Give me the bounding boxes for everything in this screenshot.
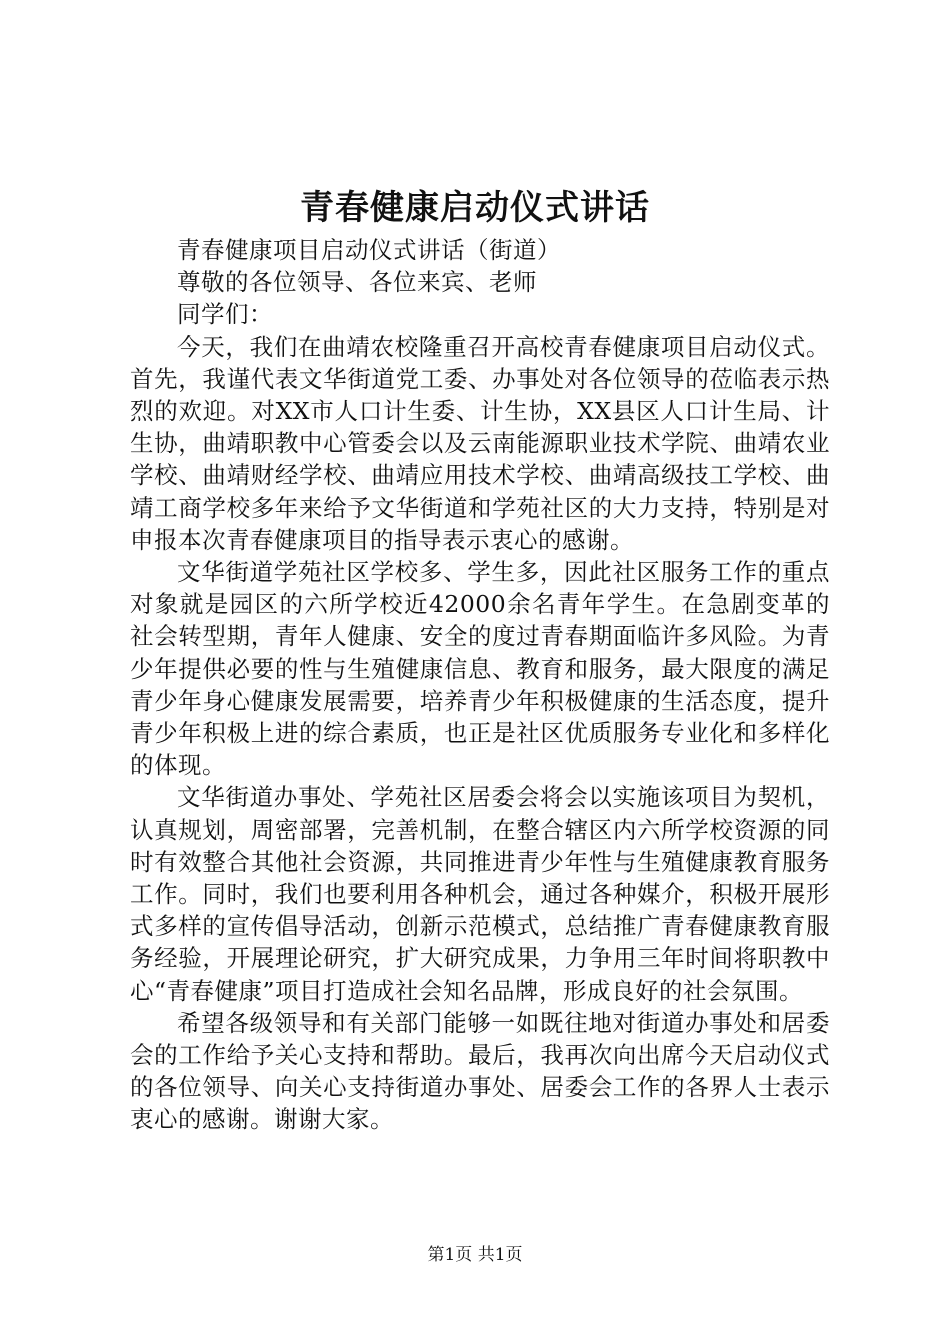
salutation-line-2: 同学们： bbox=[177, 300, 273, 329]
body-paragraph: 希望各级领导和有关部门能够一如既往地对街道办事处和居委会的工作给予关心支持和帮助。最后，我再次向出席今天启动仪式的各位领导、向关心支持街道办事处、居委会工作的各界人士表示衷心的感谢。谢谢大家。 bbox=[130, 1008, 830, 1134]
document-subtitle: 青春健康项目启动仪式讲话（街道） bbox=[177, 236, 561, 264]
body-paragraph: 文华街道办事处、学苑社区居委会将会以实施该项目为契机，认真规划，周密部署，完善机制，在整合辖区内六所学校资源的同时有效整合其他社会资源，共同推进青少年性与生殖健康教育服务工作。同时，我们也要利用各种机会，通过各种媒介，积极开展形式多样的宣传倡导活动，创新示范模式，总结推广青春健康教育服务经验，开展理论研究，扩大研究成果，力争用三年时间将职教中心“青春健康”项目打造成社会知名品牌，形成良好的社会氛围。 bbox=[130, 783, 830, 1005]
document-title: 青春健康启动仪式讲话 bbox=[300, 188, 650, 228]
body-paragraph: 文华街道学苑社区学校多、学生多，因此社区服务工作的重点对象就是园区的六所学校近42000余名青年学生。在急剧变革的社会转型期，青年人健康、安全的度过青春期面临许多风险。为青少年提供必要的性与生殖健康信息、教育和服务，最大限度的满足青少年身心健康发展需要，培养青少年积极健康的生活态度，提升青少年积极上进的综合素质，也正是社区优质服务专业化和多样化的体现。 bbox=[130, 558, 830, 780]
salutation-line-1: 尊敬的各位领导、各位来宾、老师 bbox=[177, 268, 537, 297]
page-number-footer: 第1页 共1页 bbox=[427, 1245, 523, 1265]
document-body bbox=[130, 234, 830, 1136]
body-paragraph: 今天，我们在曲靖农校隆重召开高校青春健康项目启动仪式。首先，我谨代表文华街道党工委、办事处对各位领导的莅临表示热烈的欢迎。对XX市人口计生委、计生协，XX县区人口计生局、计生协，曲靖职教中心管委会以及云南能源职业技术学院、曲靖农业学校、曲靖财经学校、曲靖应用技术学校、曲靖高级技工学校、曲靖工商学校多年来给予文华街道和学苑社区的大力支持，特别是对申报本次青春健康项目的指导表示衷心的感谢。 bbox=[130, 332, 830, 554]
